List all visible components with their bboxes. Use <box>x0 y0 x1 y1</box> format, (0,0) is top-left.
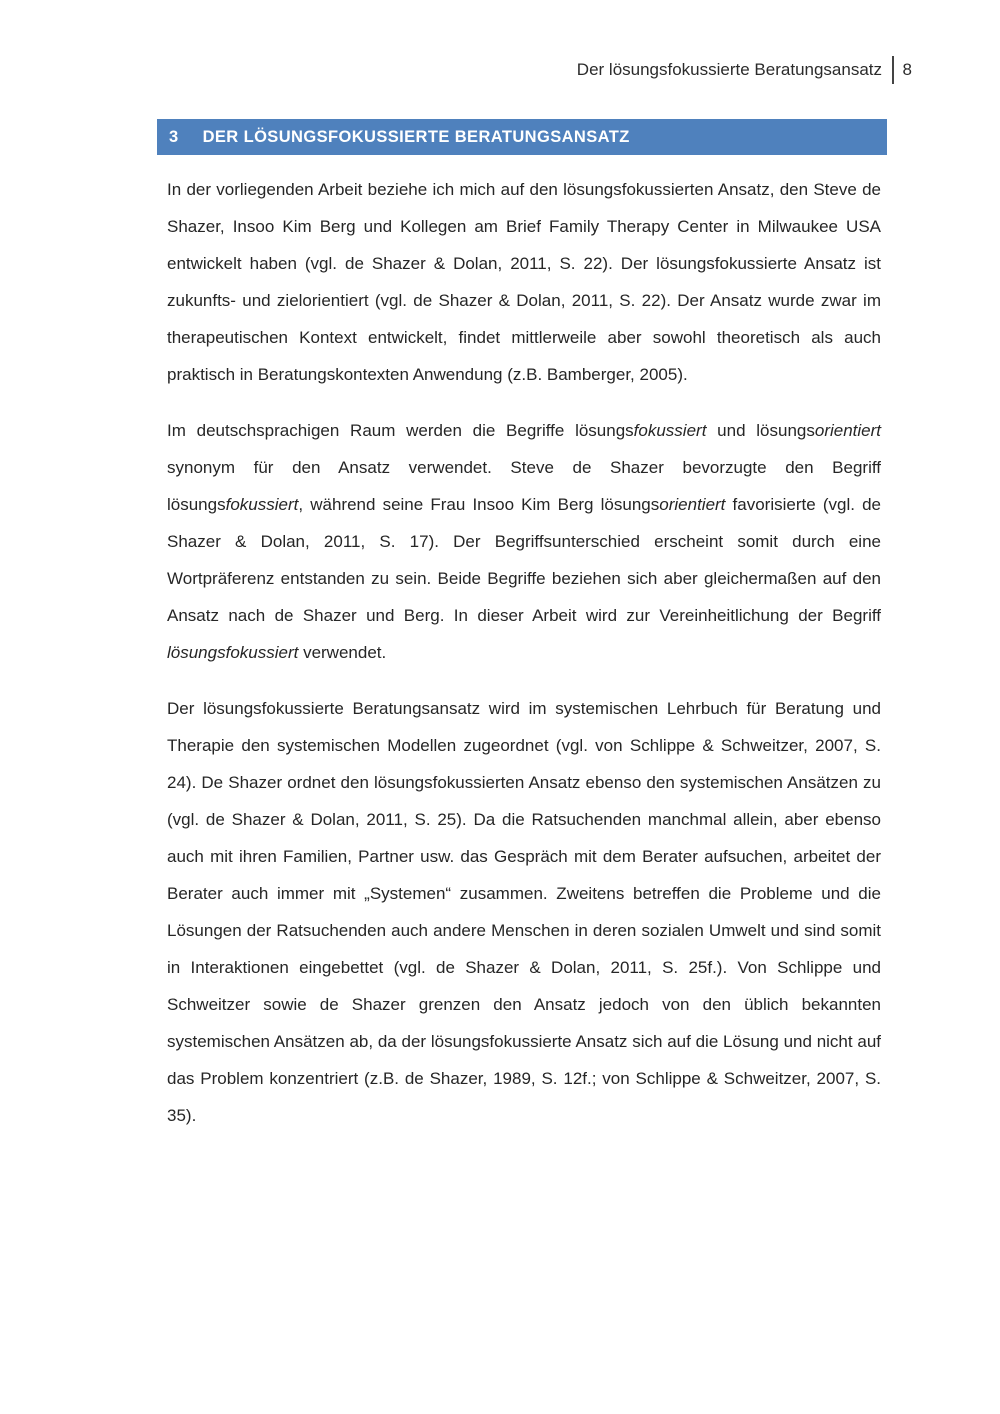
section-heading-bar <box>157 119 887 155</box>
paragraph <box>167 412 881 671</box>
header-separator-line <box>892 56 894 84</box>
text-run: verwendet. <box>298 643 387 662</box>
italic-text-run: orientiert <box>814 421 881 440</box>
text-run: und lösungs <box>706 421 815 440</box>
text-run: Im deutschsprachigen Raum werden die Begriffe lösungs <box>167 421 634 440</box>
paragraph <box>167 171 881 393</box>
running-header <box>577 56 912 84</box>
section-number: 3 <box>169 127 179 146</box>
text-run: synonym für den Ansatz verwendet. Steve de Shazer bevorzugte den Begriff lösungs <box>167 458 881 514</box>
italic-text-run: fokussiert <box>633 421 707 440</box>
italic-text-run: fokussiert <box>225 495 299 514</box>
body-text <box>157 171 887 1134</box>
text-run: In der vorliegenden Arbeit beziehe ich mich auf den lösungsfokussierten Ansatz, den Steve de Shazer, Insoo Kim Berg und Kollegen am Brief Family Therapy Center in Milwaukee USA entwickelt haben (vgl. de Shazer & Dolan, 2011, S. 22). Der lösungsfokussierte Ansatz ist zukunfts- und zielorientiert (vgl. de Shazer & Dolan, 2011, S. 22). Der Ansatz wurde zwar im therapeutischen Kontext entwickelt, findet mittlerweile aber sowohl theoretisch als auch praktisch in Beratungskontexten Anwendung (z.B. Bamberger, 2005). <box>167 180 881 384</box>
text-run: Der lösungsfokussierte Beratungsansatz wird im systemischen Lehrbuch für Beratung und Therapie den systemischen Modellen zugeordnet (vgl. von Schlippe & Schweitzer, 2007, S. 24). De Shazer ordnet den lösungsfokussierten Ansatz ebenso den systemischen Ansätzen zu (vgl. de Shazer & Dolan, 2011, S. 25). Da die Ratsuchenden manchmal allein, aber ebenso auch mit ihren Familien, Partner usw. das Gespräch mit dem Berater aufsuchen, arbeitet der Berater auch immer mit „Systemen“ zusammen. Zweitens betreffen die Probleme und die Lösungen der Ratsuchenden auch andere Menschen in deren sozialen Umwelt und sind somit in Interaktionen eingebettet (vgl. de Shazer & Dolan, 2011, S. 25f.). Von Schlippe und Schweitzer sowie de Shazer grenzen den Ansatz jedoch von den üblich bekannten systemischen Ansätzen ab, da der lösungsfokussierte Ansatz sich auf die Lösung und nicht auf das Problem konzentriert (z.B. de Shazer, 1989, S. 12f.; von Schlippe & Schweitzer, 2007, S. 35). <box>167 699 881 1125</box>
section-title: DER LÖSUNGSFOKUSSIERTE BERATUNGSANSATZ <box>202 127 630 146</box>
content-column <box>157 119 887 1153</box>
text-run: favorisierte (vgl. de Shazer & Dolan, 2011, S. 17). Der Begriffsunterschied erscheint somit durch eine Wortpräferenz entstanden zu sein. Beide Begriffe beziehen sich aber gleichermaßen auf den Ansatz nach de Shazer und Berg. In dieser Arbeit wird zur Vereinheitlichung der Begriff <box>167 495 881 625</box>
page-number: 8 <box>902 60 912 79</box>
running-header-title: Der lösungsfokussierte Beratungsansatz <box>576 60 883 79</box>
paragraph <box>167 690 881 1134</box>
italic-text-run: lösungsfokussiert <box>167 643 299 662</box>
text-run: , während seine Frau Insoo Kim Berg lösungs <box>298 495 660 514</box>
italic-text-run: orientiert <box>659 495 726 514</box>
